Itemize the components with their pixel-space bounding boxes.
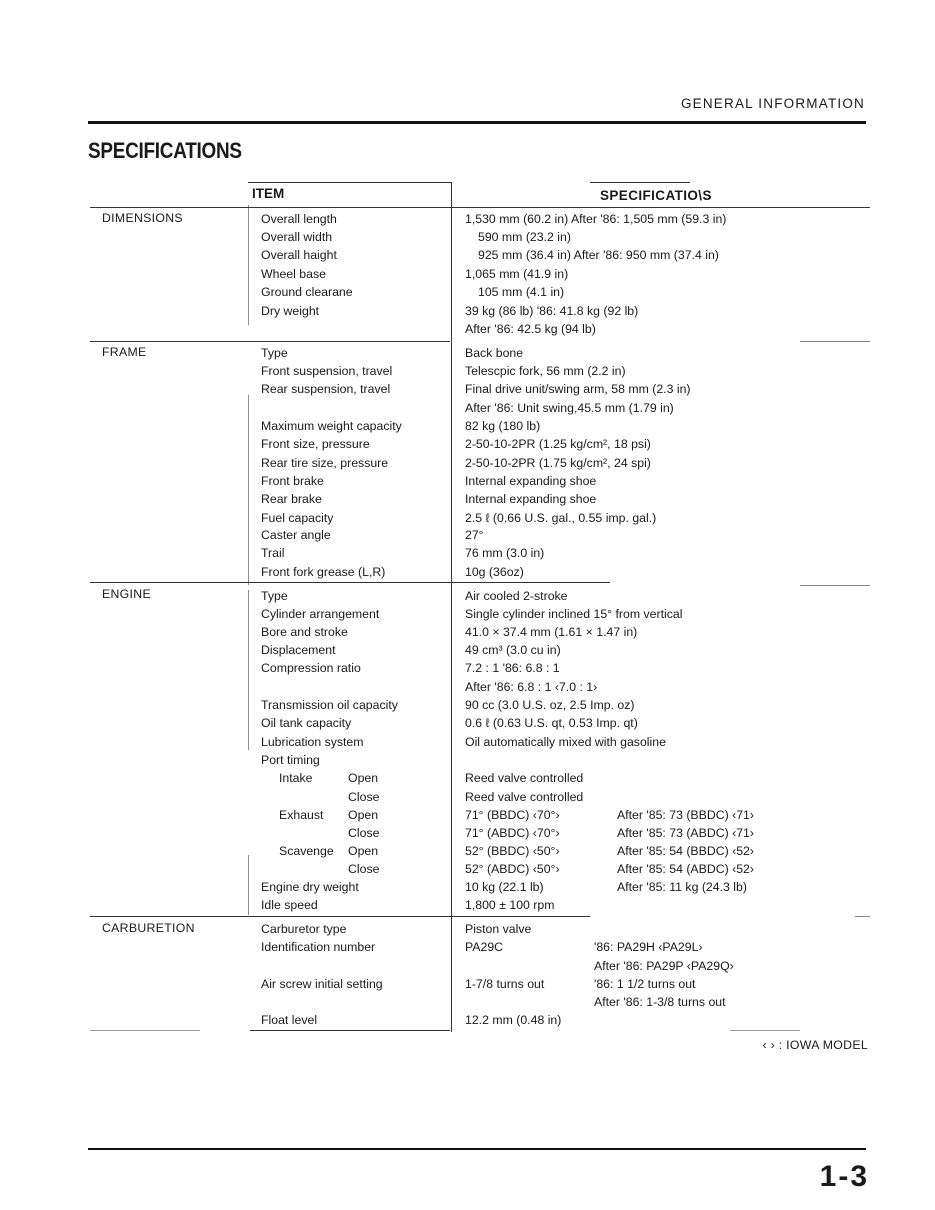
sub-item-cell: Close	[348, 826, 380, 840]
item-column-tick-line	[248, 855, 249, 915]
spec-cell: Back bone	[465, 346, 524, 360]
spec-cell: 27°	[465, 528, 484, 542]
section-divider-engine	[90, 582, 610, 583]
item-cell: Compression ratio	[261, 661, 361, 675]
item-cell: Oil tank capacity	[261, 716, 352, 730]
table-header-top-line-right	[590, 182, 690, 183]
section-label-frame: FRAME	[102, 345, 147, 359]
spec-cell: 1,065 mm (41.9 in)	[465, 267, 569, 281]
table-header-top-line	[248, 182, 451, 183]
section-divider-carburetion-right	[855, 916, 870, 917]
section-divider-carburetion	[90, 916, 590, 917]
spec-after-cell: After '85: 54 (BBDC) ‹52›	[617, 844, 754, 858]
footer-rule	[88, 1148, 866, 1150]
item-cell: Idle speed	[261, 898, 318, 912]
spec-cell: 39 kg (86 lb) '86: 41.8 kg (92 lb)	[465, 304, 639, 318]
item-cell: Identification number	[261, 940, 376, 954]
item-cell: Exhaust	[279, 808, 324, 822]
item-cell: Front fork grease (L,R)	[261, 565, 386, 579]
item-cell: Maximum weight capacity	[261, 419, 402, 433]
item-cell: Ground clearane	[261, 285, 353, 299]
table-bottom-line-right	[730, 1030, 800, 1031]
spec-cell: 82 kg (180 lb)	[465, 419, 541, 433]
spec-after-cell: After '85: 73 (ABDC) ‹71›	[617, 826, 754, 840]
section-label-dimensions: DIMENSIONS	[102, 211, 183, 225]
spec-cell: 105 mm (4.1 in)	[478, 285, 565, 299]
spec-cell: 71° (ABDC) ‹70°›	[465, 826, 560, 840]
spec-cell: 590 mm (23.2 in)	[478, 230, 571, 244]
item-cell: Lubrication system	[261, 735, 364, 749]
item-cell: Float level	[261, 1013, 318, 1027]
footnote-iowa-model: ‹ › : IOWA MODEL	[762, 1038, 868, 1052]
item-cell: Rear suspension, travel	[261, 382, 391, 396]
spec-after-cell: '86: PA29H ‹PA29L›	[594, 940, 703, 954]
spec-cell: 76 mm (3.0 in)	[465, 546, 545, 560]
item-cell: Carburetor type	[261, 922, 347, 936]
spec-cell: After '86: Unit swing,45.5 mm (1.79 in)	[465, 401, 674, 415]
spec-after-cell: After '85: 11 kg (24.3 lb)	[617, 880, 747, 894]
column-divider	[451, 182, 452, 1032]
item-cell: Rear tire size, pressure	[261, 456, 389, 470]
item-cell: Intake	[279, 771, 313, 785]
item-cell: Overall width	[261, 230, 333, 244]
spec-cell: 71° (BBDC) ‹70°›	[465, 808, 560, 822]
spec-after-cell: After '85: 54 (ABDC) ‹52›	[617, 862, 754, 876]
item-cell: Displacement	[261, 643, 336, 657]
spec-cell: 49 cm³ (3.0 cu in)	[465, 643, 561, 657]
column-header-specifications: SPECIFICATIO\S	[600, 188, 712, 203]
header-section-title: GENERAL INFORMATION	[680, 96, 865, 111]
item-cell: Dry weight	[261, 304, 320, 318]
spec-cell: 10 kg (22.1 lb)	[465, 880, 544, 894]
item-cell: Scavenge	[279, 844, 334, 858]
spec-cell: Reed valve controlled	[465, 771, 584, 785]
spec-cell: 925 mm (36.4 in) After '86: 950 mm (37.4 in)	[478, 248, 719, 262]
table-bottom-line	[250, 1030, 450, 1031]
section-label-engine: ENGINE	[102, 587, 151, 601]
item-cell: Trail	[261, 546, 285, 560]
section-divider-frame-right	[800, 341, 870, 342]
spec-cell: 12.2 mm (0.48 in)	[465, 1013, 562, 1027]
spec-cell: Internal expanding shoe	[465, 474, 597, 488]
sub-item-cell: Open	[348, 844, 379, 858]
item-cell: Engine dry weight	[261, 880, 359, 894]
item-cell: Transmission oil capacity	[261, 698, 398, 712]
spec-cell: 52° (BBDC) ‹50°›	[465, 844, 560, 858]
spec-cell: 90 cc (3.0 U.S. oz, 2.5 Imp. oz)	[465, 698, 635, 712]
spec-cell: Piston valve	[465, 922, 532, 936]
spec-cell: Single cylinder inclined 15° from vertical	[465, 607, 683, 621]
table-bottom-line-left	[90, 1030, 200, 1031]
spec-cell: 10g (36oz)	[465, 565, 524, 579]
spec-cell: After '86: 42.5 kg (94 lb)	[465, 322, 596, 336]
spec-cell: 0.6 ℓ (0.63 U.S. qt, 0.53 Imp. qt)	[465, 716, 638, 730]
spec-cell: Oil automatically mixed with gasoline	[465, 735, 666, 749]
spec-cell: Reed valve controlled	[465, 790, 584, 804]
spec-cell: 41.0 × 37.4 mm (1.61 × 1.47 in)	[465, 625, 638, 639]
item-column-tick-line	[248, 395, 249, 585]
item-cell: Type	[261, 589, 288, 603]
section-divider-frame	[90, 341, 450, 342]
item-cell: Front size, pressure	[261, 437, 370, 451]
spec-cell: 2.5 ℓ (0.66 U.S. gal., 0.55 imp. gal.)	[465, 511, 657, 525]
spec-cell: 2-50-10-2PR (1.25 kg/cm², 18 psi)	[465, 437, 651, 451]
spec-cell: Final drive unit/swing arm, 58 mm (2.3 in)	[465, 382, 691, 396]
spec-cell: Internal expanding shoe	[465, 492, 597, 506]
spec-cell: 2-50-10-2PR (1.75 kg/cm², 24 spi)	[465, 456, 651, 470]
spec-cell: 1,800 ± 100 rpm	[465, 898, 555, 912]
item-cell: Overall length	[261, 212, 337, 226]
item-cell: Bore and stroke	[261, 625, 348, 639]
sub-item-cell: Close	[348, 862, 380, 876]
spec-cell: 1-7/8 turns out	[465, 977, 545, 991]
item-cell: Caster angle	[261, 528, 331, 542]
item-cell: Rear brake	[261, 492, 322, 506]
spec-cell: 7.2 : 1 '86: 6.8 : 1	[465, 661, 560, 675]
page-number: 1-3	[819, 1160, 869, 1193]
item-cell: Fuel capacity	[261, 511, 334, 525]
item-cell: Overall haight	[261, 248, 337, 262]
column-header-item: ITEM	[252, 186, 285, 201]
sub-item-cell: Open	[348, 771, 379, 785]
sub-item-cell: Close	[348, 790, 380, 804]
item-cell: Cylinder arrangement	[261, 607, 380, 621]
spec-after-cell: After '86: PA29P ‹PA29Q›	[594, 959, 734, 973]
item-cell: Air screw initial setting	[261, 977, 383, 991]
item-cell: Front suspension, travel	[261, 364, 393, 378]
spec-cell: Air cooled 2-stroke	[465, 589, 568, 603]
item-cell: Wheel base	[261, 267, 326, 281]
item-cell: Type	[261, 346, 288, 360]
spec-cell: After '86: 6.8 : 1 ‹7.0 : 1›	[465, 680, 598, 694]
item-cell: Front brake	[261, 474, 324, 488]
page-title: SPECIFICATIONS	[88, 138, 242, 163]
spec-cell: PA29C	[465, 940, 504, 954]
header-rule	[88, 121, 866, 124]
spec-cell: 1,530 mm (60.2 in) After '86: 1,505 mm (59.3 in)	[465, 212, 727, 226]
spec-cell: 52° (ABDC) ‹50°›	[465, 862, 560, 876]
spec-after-cell: '86: 1 1/2 turns out	[594, 977, 696, 991]
section-divider-engine-right	[800, 585, 870, 586]
table-header-bottom-line	[90, 207, 870, 208]
item-column-tick-line	[248, 590, 249, 750]
section-label-carburetion: CARBURETION	[102, 921, 195, 935]
item-column-tick-line	[248, 205, 249, 325]
spec-cell: Telescpic fork, 56 mm (2.2 in)	[465, 364, 626, 378]
spec-after-cell: After '85: 73 (BBDC) ‹71›	[617, 808, 754, 822]
item-cell: Port timing	[261, 753, 320, 767]
spec-after-cell: After '86: 1-3/8 turns out	[594, 995, 726, 1009]
sub-item-cell: Open	[348, 808, 379, 822]
